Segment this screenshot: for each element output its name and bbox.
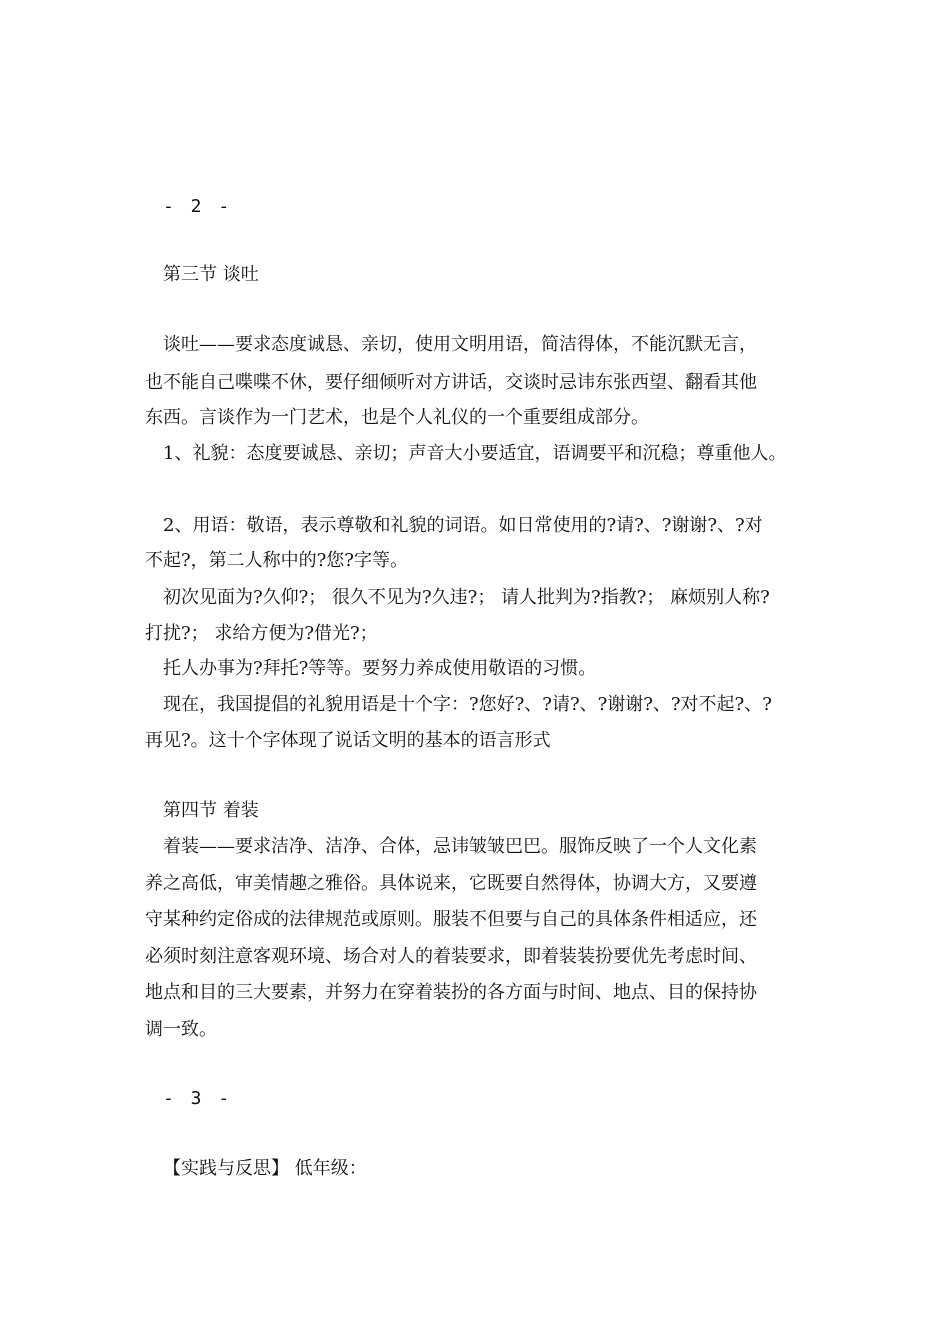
section3-para1-line3: 东西。言谈作为一门艺术，也是个人礼仪的一个重要组成部分。 — [145, 407, 649, 428]
page-marker-2: - 2 - — [163, 196, 233, 217]
section3-examples-line3: 托人办事为?拜托?等等。要努力养成使用敬语的习惯。 — [163, 658, 597, 679]
section3-item2-line2: 不起?，第二人称中的?您?字等。 — [145, 550, 408, 571]
section4-para-line2: 养之高低，审美情趣之雅俗。具体说来，它既要自然得体，协调大方，又要遵 — [145, 873, 757, 894]
practice-heading: 【实践与反思】 低年级： — [163, 1158, 367, 1179]
section4-heading: 第四节 着装 — [163, 800, 259, 821]
section4-para-line4: 必须时刻注意客观环境、场合对人的着装要求，即着装装扮要优先考虑时间、 — [145, 946, 757, 967]
section4-para-line3: 守某种约定俗成的法律规范或原则。服装不但要与自己的具体条件相适应，还 — [145, 909, 757, 930]
section3-heading: 第三节 谈吐 — [163, 264, 259, 285]
section4-para-line6: 调一致。 — [145, 1019, 217, 1040]
page-marker-3: - 3 - — [163, 1088, 233, 1109]
section3-para1-line2: 也不能自己喋喋不休，要仔细倾听对方讲话，交谈时忌讳东张西望、翻看其他 — [145, 372, 757, 393]
section3-examples-line1: 初次见面为?久仰?； 很久不见为?久违?； 请人批判为?指教?； 麻烦别人称? — [163, 587, 770, 608]
section3-item2-line1: 2、用语：敬语，表示尊敬和礼貌的词语。如日常使用的?请?、?谢谢?、?对 — [163, 515, 763, 536]
section3-para1-line1: 谈吐——要求态度诚恳、亲切，使用文明用语，简洁得体，不能沉默无言， — [163, 334, 757, 355]
section4-para-line1: 着装——要求洁净、洁净、合体，忌讳皱皱巴巴。服饰反映了一个人文化素 — [163, 836, 757, 857]
section4-para-line5: 地点和目的三大要素，并努力在穿着装扮的各方面与时间、地点、目的保持协 — [145, 982, 757, 1003]
section3-item1: 1、礼貌：态度要诚恳、亲切；声音大小要适宜，语调要平和沉稳；尊重他人。 — [163, 443, 787, 464]
section3-examples-line2: 打扰?； 求给方便为?借光?； — [145, 623, 378, 644]
section3-ten-words-line2: 再见?。这十个字体现了说话文明的基本的语言形式 — [145, 730, 551, 751]
section3-ten-words-line1: 现在，我国提倡的礼貌用语是十个字：?您好?、?请?、?谢谢?、?对不起?、? — [163, 694, 772, 715]
